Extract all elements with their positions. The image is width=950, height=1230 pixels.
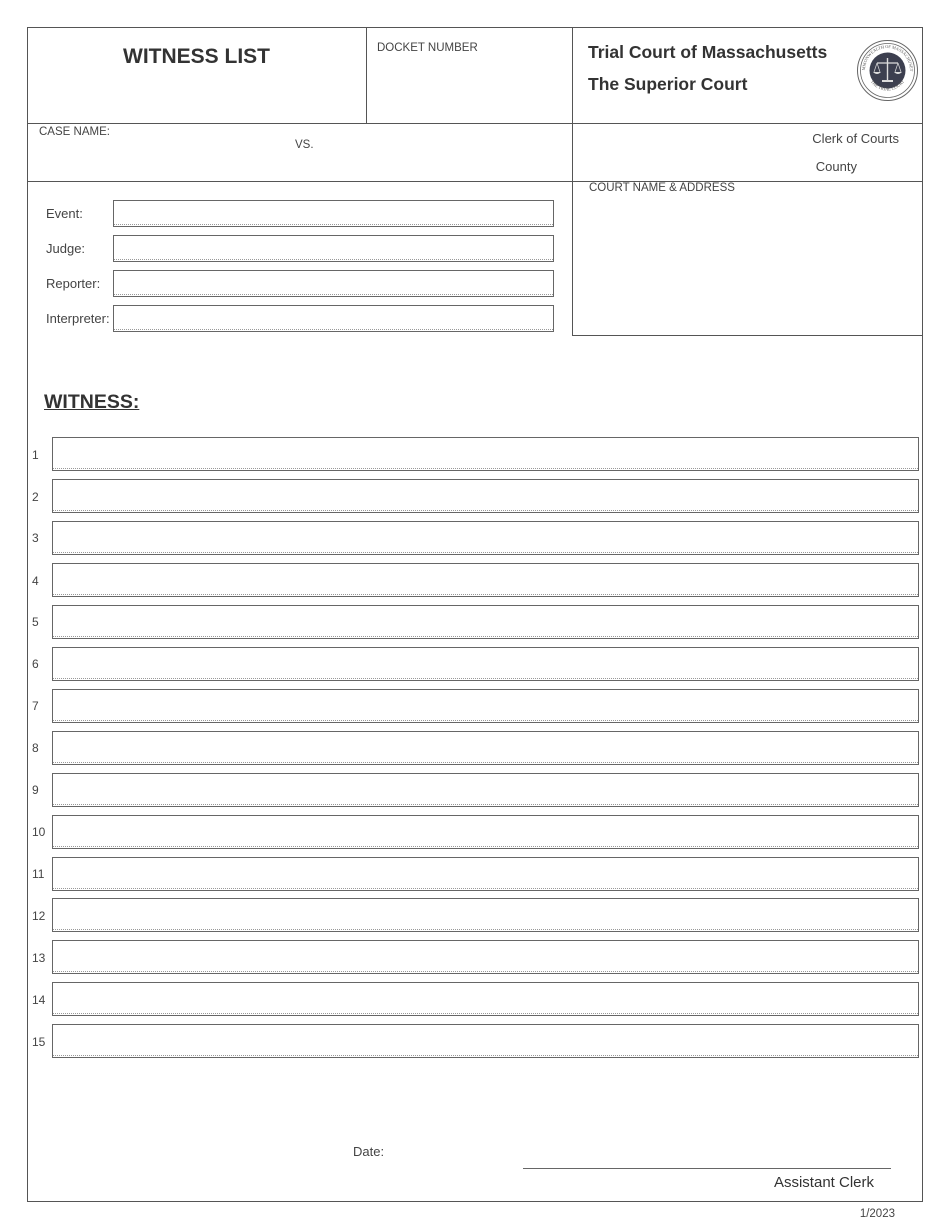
reporter-label: Reporter:: [46, 276, 101, 291]
form-title: WITNESS LIST: [123, 45, 270, 68]
court-title-line1: Trial Court of Massachusetts: [588, 42, 828, 62]
interpreter-input[interactable]: [113, 305, 554, 332]
date-input[interactable]: [390, 1140, 510, 1162]
case-name-input[interactable]: [112, 126, 562, 142]
witness-input-14[interactable]: [52, 982, 919, 1016]
court-seal-icon: [856, 39, 919, 102]
witness-input-7[interactable]: [52, 689, 919, 723]
row-number: 10: [32, 825, 46, 839]
row-number: 6: [32, 657, 39, 671]
judge-input[interactable]: [113, 235, 554, 262]
header-divider-1: [366, 27, 367, 123]
court-title-line2: The Superior Court: [588, 74, 748, 94]
event-label: Event:: [46, 206, 83, 221]
witness-input-3[interactable]: [52, 521, 919, 555]
form-version: 1/2023: [859, 1208, 895, 1220]
row-number: 15: [32, 1035, 46, 1049]
case-bottom-line: [27, 181, 923, 182]
row-number: 5: [32, 615, 39, 629]
row-number: 12: [32, 909, 46, 923]
date-label: Date:: [353, 1144, 385, 1159]
vs-label: VS.: [295, 139, 314, 151]
row-number: 3: [32, 531, 39, 545]
witness-input-10[interactable]: [52, 815, 919, 849]
witness-input-4[interactable]: [52, 563, 919, 597]
docket-number-label: DOCKET NUMBER: [377, 42, 478, 54]
clerk-of-courts-label: Clerk of Courts: [812, 131, 899, 146]
judge-label: Judge:: [46, 241, 86, 256]
header-bottom-line: [27, 123, 923, 124]
witness-input-13[interactable]: [52, 940, 919, 974]
interpreter-label: Interpreter:: [46, 311, 110, 326]
row-number: 7: [32, 699, 39, 713]
witness-input-5[interactable]: [52, 605, 919, 639]
witness-input-1[interactable]: [52, 437, 919, 471]
row-number: 2: [32, 490, 39, 504]
row-number: 4: [32, 574, 39, 588]
assistant-clerk-label: Assistant Clerk: [773, 1174, 874, 1191]
case-name-opponent-input[interactable]: [112, 156, 562, 174]
witness-input-9[interactable]: [52, 773, 919, 807]
row-number: 14: [32, 993, 46, 1007]
row-number: 8: [32, 741, 39, 755]
court-address-bottom-line: [572, 335, 923, 336]
row-number: 9: [32, 783, 39, 797]
witness-input-15[interactable]: [52, 1024, 919, 1058]
witness-input-8[interactable]: [52, 731, 919, 765]
event-input[interactable]: [113, 200, 554, 227]
svg-text:THE TRIAL COURT: THE TRIAL COURT: [869, 78, 906, 92]
row-number: 13: [32, 951, 46, 965]
witness-heading: WITNESS:: [44, 391, 140, 413]
docket-number-input[interactable]: [372, 62, 562, 112]
signature-line: [523, 1168, 891, 1169]
reporter-input[interactable]: [113, 270, 554, 297]
row-number: 11: [32, 867, 45, 881]
witness-input-11[interactable]: [52, 857, 919, 891]
signature-area[interactable]: [523, 1140, 891, 1167]
case-name-label: CASE NAME:: [39, 126, 110, 138]
county-label: County: [815, 159, 857, 174]
row-number: 1: [32, 448, 39, 462]
witness-input-6[interactable]: [52, 647, 919, 681]
witness-input-12[interactable]: [52, 898, 919, 932]
court-name-address-label: COURT NAME & ADDRESS: [589, 182, 735, 194]
svg-text:COMMONWEALTH OF MASSACHUSETTS: MMONWEALTH OF MASSACHUSET: [860, 43, 915, 72]
witness-input-2[interactable]: [52, 479, 919, 513]
